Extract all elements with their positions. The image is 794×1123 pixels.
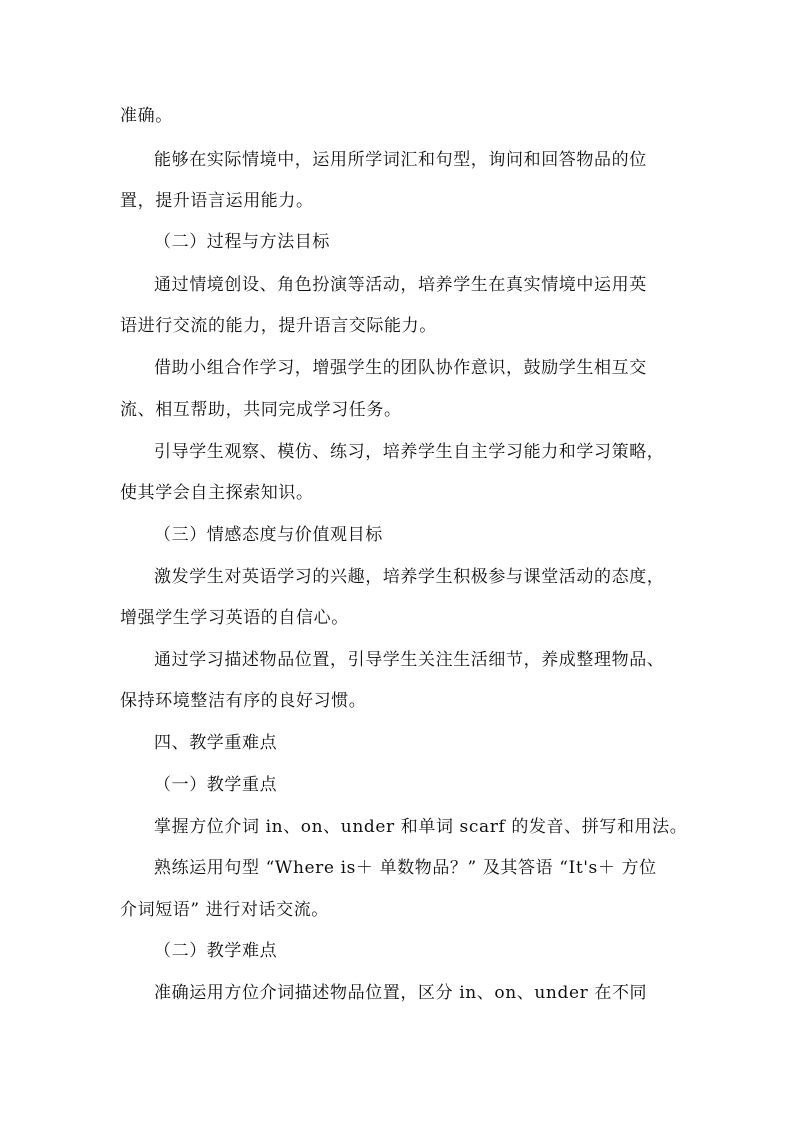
paragraph-line: 流、相互帮助，共同完成学习任务。 — [120, 400, 402, 420]
paragraph-line: 介词短语” 进行对话交流。 — [120, 900, 329, 920]
paragraph-line: 能够在实际情境中，运用所学词汇和句型，询问和回答物品的位 — [154, 150, 647, 170]
paragraph-line: 语进行交流的能力，提升语言交际能力。 — [120, 316, 437, 336]
paragraph-line: 通过学习描述物品位置，引导学生关注生活细节，养成整理物品、 — [154, 650, 665, 670]
section-heading: （三）情感态度与价值观目标 — [154, 525, 383, 545]
paragraph-line: 准确运用方位介词描述物品位置，区分 in、on、under 在不同 — [154, 983, 648, 1003]
paragraph-line: 借助小组合作学习，增强学生的团队协作意识，鼓励学生相互交 — [154, 358, 647, 378]
paragraph-line: 激发学生对英语学习的兴趣，培养学生积极参与课堂活动的态度， — [154, 567, 665, 587]
paragraph-line: 通过情境创设、角色扮演等活动，培养学生在真实情境中运用英 — [154, 275, 647, 295]
paragraph-line: 增强学生学习英语的自信心。 — [120, 608, 349, 628]
chapter-heading: 四、教学重难点 — [154, 733, 278, 753]
paragraph-line: 准确。 — [120, 106, 173, 126]
paragraph-line: 保持环境整洁有序的良好习惯。 — [120, 691, 367, 711]
paragraph-line: 引导学生观察、模仿、练习，培养学生自主学习能力和学习策略， — [154, 442, 665, 462]
section-heading: （二）教学难点 — [154, 941, 278, 961]
paragraph-line: 掌握方位介词 in、on、under 和单词 scarf 的发音、拼写和用法。 — [154, 817, 688, 837]
paragraph-line: 置，提升语言运用能力。 — [120, 191, 314, 211]
paragraph-line: 熟练运用句型 “Where is＋ 单数物品？” 及其答语 “It's＋ 方位 — [154, 858, 657, 878]
section-heading: （二）过程与方法目标 — [154, 232, 330, 252]
section-heading: （一）教学重点 — [154, 775, 278, 795]
paragraph-line: 使其学会自主探索知识。 — [120, 483, 314, 503]
